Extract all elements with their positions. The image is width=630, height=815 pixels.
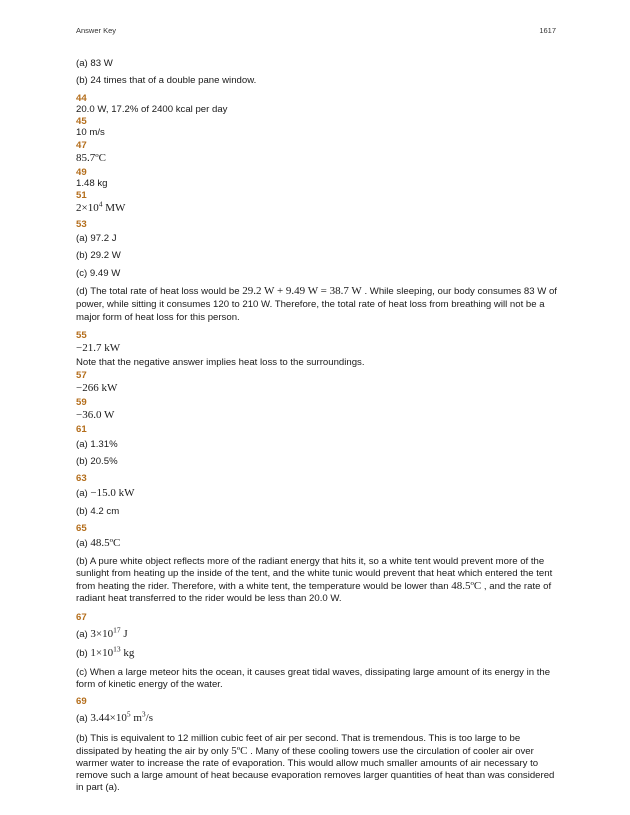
math-base: 2×10 [76,202,99,215]
problem-number: 67 [76,611,87,623]
answer-text [76,538,558,549]
problem-number: 63 [76,473,87,485]
text-run: (d) The total rate of heat loss would be [76,286,243,298]
running-header-title: Answer Key [76,26,117,35]
problem-number: 49 [76,166,87,178]
part-label: (a) [76,538,91,550]
math-unit: kg [120,646,135,659]
problem-number: 47 [76,139,87,151]
math-unit: MW [102,202,126,215]
answer-key-content [76,58,558,801]
math-exponent: 17 [113,624,121,634]
answer-text: (b) 4.2 cm [76,505,120,517]
answer-text: (b) 24 times that of a double pane window. [76,75,257,87]
answer-text: (a) 97.2 J [76,233,117,245]
answer-paragraph: (c) When a large meteor hits the ocean, it causes great tidal waves, dissipating large amount of its energy in the form of kinetic energy of the water. [76,667,551,690]
problem-number: 45 [76,116,87,128]
answer-text: 20.0 W, 17.2% of 2400 kcal per day [76,103,228,115]
answer-paragraph [76,285,558,324]
problem-number: 61 [76,423,87,435]
problem-number: 69 [76,696,87,708]
answer-text [76,644,558,659]
problem-number: 65 [76,523,87,535]
part-label: (b) [76,647,91,659]
inline-math: 48.5ºC [451,580,482,593]
problem-number: 51 [76,190,87,202]
inline-math: 48.5ºC [90,537,121,550]
inline-math [90,709,154,725]
part-label: (a) [76,628,91,640]
answer-paragraph [76,733,558,795]
answer-text [76,624,558,640]
math-unit: m [130,712,142,725]
part-label: (a) [76,488,91,500]
problem-number: 53 [76,219,87,231]
math-exponent: 13 [113,644,121,654]
answer-text: (b) 20.5% [76,456,118,468]
answer-text: (a) 83 W [76,58,113,69]
text-run: . While sleeping, our body consumes 83 W of power, while sitting it consumes 120 to 210 W. Therefore, the total rate of heat loss from breathing will not be a major form of heat loss for this person. [76,286,557,324]
math-value: 85.7ºC [76,151,106,164]
text-run: (b) A pure white object reflects more of the radiant energy that hits it, so a white tent would prevent more of the sunlight from heating up the inside of the tent, and the white tunic would prevent that heat which entered the tent from heating the rider. Therefore, with a white tent, the temperature would be lower than [76,555,553,593]
answer-text [76,488,558,499]
text-run: (b) This is equivalent to 12 million cubic feet of air per second. That is tremendous. This is too large to be dissipated by heating the air by only [76,732,521,757]
answer-math [76,408,558,422]
math-value: −266 kW [76,381,118,394]
answer-math [76,201,558,215]
answer-text: (c) 9.49 W [76,267,121,279]
math-base: 3.44×10 [90,712,127,725]
problem-number: 59 [76,396,87,408]
answer-math [76,151,558,165]
answer-text [76,709,558,725]
answer-paragraph [76,556,558,606]
answer-text: (a) 1.31% [76,438,118,450]
part-label: (a) [76,713,91,725]
answer-math [76,341,558,355]
answer-text: 10 m/s [76,127,105,139]
math-unit: J [120,627,128,640]
math-value: −36.0 W [76,408,115,421]
inline-math: −15.0 kW [90,487,135,500]
answer-math [76,381,558,395]
text-run: , and the rate of radiant heat transferred to the rider would be less than 20.0 W. [76,581,552,605]
math-base: 3×10 [90,627,114,640]
math-exponent: 3 [141,709,146,719]
problem-number: 57 [76,369,87,381]
page-number: 1617 [539,26,556,35]
math-base: 1×10 [90,646,114,659]
math-exponent: 5 [126,709,131,719]
inline-math [90,644,135,659]
inline-math: 5ºC [231,744,248,757]
math-unit: /s [145,712,154,725]
answer-text: (b) 29.2 W [76,250,121,262]
math-value: −21.7 kW [76,342,121,355]
problem-number: 44 [76,92,87,104]
math-exponent: 4 [98,199,103,209]
inline-math: 29.2 W + 9.49 W = 38.7 W [242,285,362,298]
answer-note: Note that the negative answer implies heat loss to the surroundings. [76,357,365,369]
text-run: . Many of these cooling towers use the circulation of cooler air over warmer water to increase the rate of evaporation. This would allow much smaller amounts of air necessary to remove such a large amount of heat because evaporation removes larger quantities of heat than was considered in part (a). [76,745,555,794]
problem-number: 55 [76,330,87,342]
inline-math [90,624,128,640]
answer-text: 1.48 kg [76,177,108,189]
